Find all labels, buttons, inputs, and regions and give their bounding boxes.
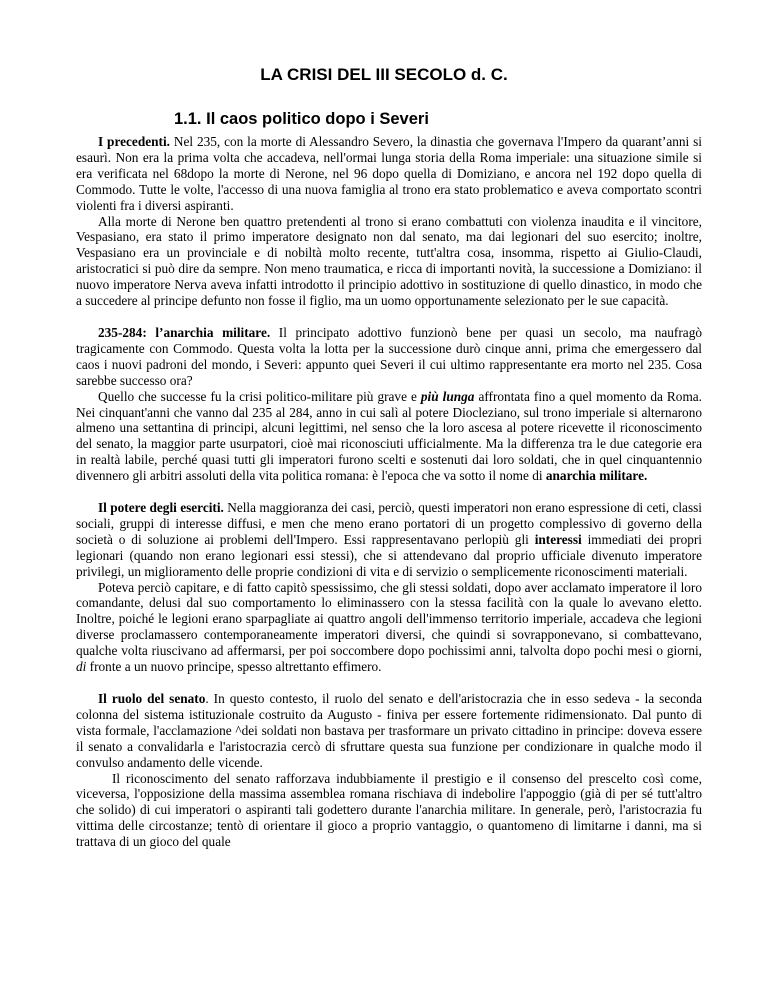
paragraph-text: Nella maggioranza dei casi, perciò, questi imperatori non erano espressione di ceti, classi sociali, gruppi di interesse diffusi, e men che meno erano portatori di un progetto complessivo di governo della società o di soluzione ai problemi dell'Impero. Essi rappresentavano perlopiù gli bbox=[76, 500, 702, 547]
paragraph-text: Il riconoscimento del senato rafforzava indubbiamente il prestigio e il consenso del prescelto così come, viceversa, l'opposizione della massima assemblea romana rischiava di indebolire l'appoggio (già di per sé tutt'altro che solido) di cui imperatori o aspiranti tali godettero durante l'anarchia militare. In generale, però, l'aristocrazia fu vittima delle circostanze; tentò di orientare il gioco a proprio vantaggio, o quantomeno di limitarne i danni, ma si trattava di un gioco del quale bbox=[76, 770, 702, 850]
key-term: interessi bbox=[534, 531, 582, 547]
paragraph-legioni bbox=[76, 580, 702, 675]
paragraph-nerone bbox=[76, 214, 702, 309]
paragraph-anarchia bbox=[76, 325, 702, 389]
paragraph-riconoscimento bbox=[76, 771, 702, 851]
paragraph-spacer bbox=[76, 484, 702, 500]
paragraph-text: Alla morte di Nerone ben quattro pretendenti al trono si erano combattuti con violenza inaudita e il vincitore, Vespasiano, era stato il primo imperatore designato non dal senato, ma dai legionari del suo esercito; inoltre, Vespasiano era un provinciale e di nobiltà molto recente, tutt'altra cosa, insomma, rispetto ai Giulio-Claudi, aristocratici si può dire da sempre. Non meno traumatica, e ricca di importanti novità, la successione a Domiziano: il nuovo imperatore Nerva aveva infatti introdotto il principio adottivo in sostituzione di quello dinastico, in modo che a succedere al principe defunto non fosse il figlio, ma un uomo opportunamente selezionato per le sue capacità. bbox=[76, 213, 702, 309]
paragraph-spacer bbox=[76, 309, 702, 325]
paragraph-text: fronte a un nuovo principe, spesso altrettanto effimero. bbox=[86, 659, 382, 675]
paragraph-text: Poteva perciò capitare, e di fatto capitò spessissimo, che gli stessi soldati, dopo aver acclamato imperatore il loro comandante, delusi dal suo comportamento lo eliminassero con la stessa facilità con la quale lo avevano eletto. Inoltre, poiché le legioni erano sparpagliate ai quattro angoli dell'immenso territorio imperiale, accadeva che legioni diverse proclamassero contemporaneamente imperatori diversi, che quindi si sovrapponevano, si combattevano, qualche volta riuscivano ad affermarsi, per poi soccombere dopo pochissimi anni, talvolta dopo pochi mesi o giorni, bbox=[76, 579, 702, 659]
paragraph-text: Il principato adottivo funzionò bene per quasi un secolo, ma naufragò tragicamente con Commodo. Questa volta la lotta per la successione durò cinque anni, prima che emergessero dal caos i nuovi padroni del mondo, i Severi: appunto quei Severi il cui ultimo rappresentante era morto nel 235. Cosa sarebbe successo ora? bbox=[76, 324, 702, 388]
paragraph-spacer bbox=[76, 675, 702, 691]
paragraph-precedenti bbox=[76, 134, 702, 214]
paragraph-senato bbox=[76, 691, 702, 771]
paragraph-text: Quello che successe fu la crisi politico-militare più grave e bbox=[98, 388, 421, 404]
paragraph-lead: Il potere degli eserciti. bbox=[98, 500, 224, 516]
paragraph-text: affrontata fino a quel momento da Roma. Nei cinquant'anni che vanno dal 235 al 284, anno in cui salì al potere Diocleziano, sul trono imperiale si alternarono almeno una settantina di principi, alcuni legittimi, nel senso che la loro ascesa al potere ricevette il riconoscimento del senato, la maggior parte usurpatori, cioè mai riconosciuti ufficialmente. Ma la differenza tra le due categorie era in realtà labile, perché quasi tutti gli imperatori furono scelti e sostenuti dai loro soldati, che in quel cinquantennio divennero gli arbitri assoluti della vita politica romana: è l'epoca che va sotto il nome di bbox=[76, 388, 703, 484]
key-term: anarchia militare. bbox=[545, 468, 648, 484]
paragraph-text: immediati dei propri legionari (quando non erano legionari essi stessi), che si attendevano dal proprio ufficiale divenuto imperatore privilegi, un miglioramento delle proprie condizioni di vita e di servizio o semplicemente riconoscimenti materiali. bbox=[76, 531, 702, 579]
section-subtitle: 1.1. Il caos politico dopo i Severi bbox=[174, 110, 429, 128]
paragraph-lead: 235-284: l’anarchia militare. bbox=[98, 324, 271, 340]
paragraph-text: . In questo contesto, il ruolo del senato e dell'aristocrazia che in esso sedeva - la seconda colonna del sistema istituzionale costruito da Augusto - finiva per essere fortemente ridimensionato. Dal punto di vista formale, l'acclamazione ^dei soldati non bastava per trasformare un privato cittadino in principe: doveva essere il senato a convalidarla e l'aristocrazia cercò di sfruttare questa sua funzione per condizionare in qualche modo il convulso andamento delle vicende. bbox=[76, 691, 702, 770]
document-title: LA CRISI DEL III SECOLO d. C. bbox=[260, 65, 508, 84]
paragraph-crisi bbox=[76, 389, 702, 484]
emphasis-text: di bbox=[76, 659, 87, 675]
paragraph-eserciti bbox=[76, 500, 702, 580]
document-body bbox=[76, 134, 702, 850]
paragraph-lead: Il ruolo del senato bbox=[98, 691, 206, 706]
paragraph-lead: I precedenti. bbox=[98, 134, 170, 149]
paragraph-text: Nel 235, con la morte di Alessandro Severo, la dinastia che governava l'Impero da quarant’anni si esaurì. Non era la prima volta che accadeva, nell'ormai lunga storia della Roma imperiale: una situazione simile si era verificata nel 68dopo la morte di Nerone, nel 96 dopo quella di Domiziano, e ancora nel 192 dopo quella di Commodo. Tutte le volte, l'accesso di una nuova famiglia al trono era stato problematico e aveva comportato scontri violenti fra i diversi aspiranti. bbox=[76, 134, 702, 213]
emphasis-text: più lunga bbox=[420, 388, 475, 404]
